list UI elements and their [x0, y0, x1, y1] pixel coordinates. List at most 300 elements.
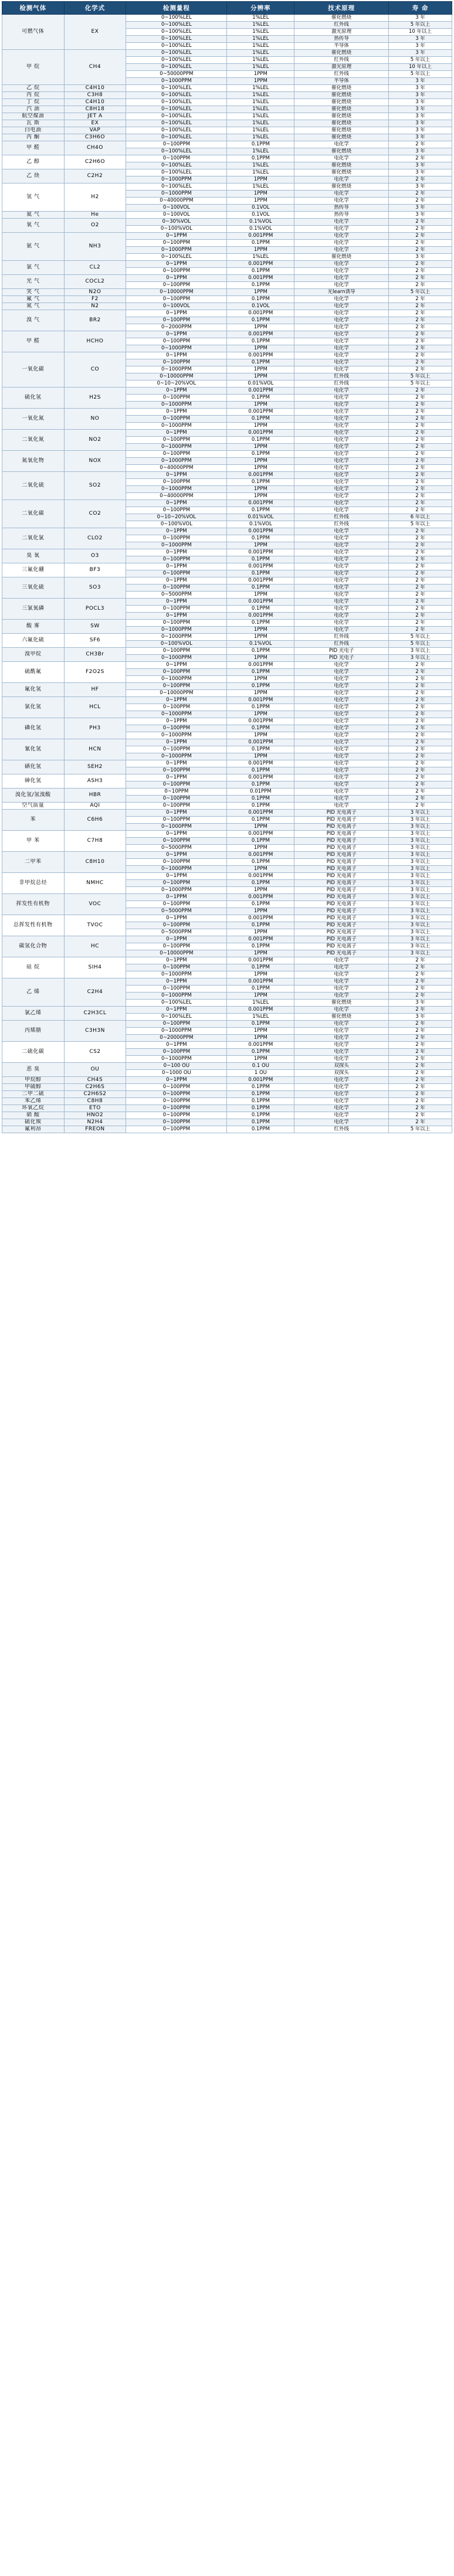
cell-resolution: 1%LEL: [227, 254, 294, 261]
cell-gas-name: 丁 烷: [2, 99, 65, 106]
table-row: [2, 212, 452, 219]
cell-technology: 电化学: [294, 233, 389, 240]
cell-range: 0~100PPM: [126, 1098, 227, 1105]
cell-range: 0~1PPM: [126, 915, 227, 922]
cell-range: 0~100%LEL: [126, 50, 227, 57]
cell-technology: 电化学: [294, 338, 389, 345]
cell-technology: 电化学: [294, 978, 389, 985]
cell-range: 0~100%VOL: [126, 226, 227, 233]
cell-gas-name: 恶 臭: [2, 1063, 65, 1077]
cell-resolution: 0.1PPM: [227, 141, 294, 148]
cell-range: 0~1PPM: [126, 1077, 227, 1084]
cell-technology: 催化燃烧: [294, 15, 389, 22]
cell-resolution: 0.1PPM: [227, 880, 294, 887]
cell-range: 0~100%LEL: [126, 169, 227, 176]
cell-resolution: 1PPM: [227, 198, 294, 205]
cell-range: 0~100%LEL: [126, 1000, 227, 1007]
cell-resolution: 1PPM: [227, 732, 294, 739]
cell-life: 2 年: [389, 176, 452, 183]
cell-technology: 电化学: [294, 486, 389, 493]
cell-range: 0~100PPM: [126, 859, 227, 866]
cell-resolution: 1%LEL: [227, 36, 294, 43]
cell-resolution: 1%LEL: [227, 92, 294, 99]
cell-life: 2 年: [389, 1091, 452, 1098]
cell-resolution: 1PPM: [227, 1028, 294, 1035]
cell-technology: 催化燃烧: [294, 148, 389, 155]
cell-technology: 电化学: [294, 1091, 389, 1098]
cell-gas-name: 甲烷醇: [2, 1077, 65, 1084]
cell-formula: SW: [64, 620, 126, 634]
cell-gas-name: 二氧化碳: [2, 500, 65, 528]
cell-resolution: 0.001PPM: [227, 613, 294, 620]
cell-resolution: 0.001PPM: [227, 760, 294, 767]
table-row: [2, 169, 452, 176]
cell-resolution: 0.1PPM: [227, 901, 294, 908]
cell-technology: 电化学: [294, 1035, 389, 1042]
cell-range: 0~100PPM: [126, 1119, 227, 1126]
cell-formula: F2O2S: [64, 662, 126, 683]
cell-life: 2 年: [389, 402, 452, 409]
cell-life: 2 年: [389, 592, 452, 599]
cell-life: 3 年以上: [389, 950, 452, 957]
cell-formula: O3: [64, 549, 126, 563]
cell-gas-name: 三氧化硫: [2, 577, 65, 599]
table-row: [2, 388, 452, 395]
cell-range: 0~30%VOL: [126, 219, 227, 226]
cell-range: 0~1PPM: [126, 331, 227, 338]
cell-range: 0~100PPM: [126, 781, 227, 789]
cell-gas-name: 氮氧化物: [2, 451, 65, 472]
cell-life: 2 年: [389, 198, 452, 205]
cell-life: 5 年以上: [389, 634, 452, 641]
cell-range: 0~100%VOL: [126, 521, 227, 528]
cell-resolution: 0.1PPM: [227, 296, 294, 303]
cell-range: 0~10~20%VOL: [126, 514, 227, 521]
cell-life: 3 年: [389, 113, 452, 120]
cell-gas-name: 甲 醛: [2, 141, 65, 155]
cell-resolution: 1PPM: [227, 402, 294, 409]
cell-technology: 催化燃烧: [294, 162, 389, 169]
table-row: [2, 528, 452, 535]
cell-technology: 电化学: [294, 789, 389, 796]
cell-formula: C8H18: [64, 106, 126, 113]
cell-life: 2 年: [389, 303, 452, 310]
cell-technology: 电化学: [294, 423, 389, 430]
cell-resolution: 1%LEL: [227, 22, 294, 29]
cell-life: 2 年: [389, 261, 452, 268]
cell-range: 0~100%LEL: [126, 254, 227, 261]
table-row: [2, 873, 452, 880]
cell-resolution: 0.001PPM: [227, 662, 294, 669]
cell-life: 2 年: [389, 606, 452, 613]
cell-life: 2 年: [389, 985, 452, 993]
cell-life: 2 年: [389, 331, 452, 338]
table-row: [2, 739, 452, 746]
cell-gas-name: 砷化氢: [2, 774, 65, 789]
cell-range: 0~100PPM: [126, 1084, 227, 1091]
cell-range: 0~1PPM: [126, 352, 227, 359]
cell-gas-name: 硒化氢: [2, 760, 65, 774]
cell-technology: 催化燃烧: [294, 1014, 389, 1021]
cell-range: 0~100PPM: [126, 240, 227, 247]
cell-gas-name: 三氯氧磷: [2, 599, 65, 620]
cell-range: 0~1000PPM: [126, 655, 227, 662]
cell-formula: NMHC: [64, 873, 126, 894]
table-row: [2, 303, 452, 310]
cell-range: 0~1000PPM: [126, 458, 227, 465]
cell-technology: 催化燃烧: [294, 120, 389, 127]
cell-range: 0~1PPM: [126, 500, 227, 507]
cell-technology: 电化学: [294, 395, 389, 402]
cell-life: 3 年: [389, 36, 452, 43]
table-row: [2, 1063, 452, 1070]
cell-technology: PID 光电离子: [294, 817, 389, 824]
cell-life: 10 年以上: [389, 29, 452, 36]
cell-gas-name: 硫酰氟: [2, 662, 65, 683]
cell-resolution: 1%LEL: [227, 99, 294, 106]
table-row: [2, 1098, 452, 1105]
cell-resolution: 0.001PPM: [227, 978, 294, 985]
cell-technology: PID 光电离子: [294, 873, 389, 880]
cell-technology: 电化学: [294, 1056, 389, 1063]
cell-life: 2 年: [389, 1112, 452, 1119]
cell-life: 2 年: [389, 507, 452, 514]
cell-resolution: 0.1PPM: [227, 1084, 294, 1091]
cell-resolution: 1PPM: [227, 458, 294, 465]
cell-gas-name: 可燃气体: [2, 15, 65, 50]
cell-resolution: 1PPM: [227, 423, 294, 430]
cell-resolution: 1PPM: [227, 71, 294, 78]
cell-resolution: 0.001PPM: [227, 233, 294, 240]
cell-range: 0~100PPM: [126, 985, 227, 993]
cell-formula: N2H4: [64, 1119, 126, 1126]
cell-range: 0~1PPM: [126, 233, 227, 240]
cell-life: 3 年以上: [389, 655, 452, 662]
cell-resolution: 0.1PPM: [227, 669, 294, 676]
cell-life: 2 年: [389, 577, 452, 584]
cell-life: 3 年: [389, 183, 452, 191]
cell-range: 0~1000PPM: [126, 866, 227, 873]
cell-technology: 电化学: [294, 599, 389, 606]
cell-life: 2 年: [389, 760, 452, 767]
cell-technology: 催化燃烧: [294, 92, 389, 99]
table-row: [2, 852, 452, 859]
cell-gas-name: 乙 烷: [2, 85, 65, 92]
cell-life: 3 年以上: [389, 894, 452, 901]
table-row: [2, 599, 452, 606]
cell-range: 0~100%LEL: [126, 57, 227, 64]
cell-technology: 电化学: [294, 359, 389, 366]
cell-range: 0~100%LEL: [126, 92, 227, 99]
cell-life: 2 年: [389, 219, 452, 226]
cell-technology: PID 光电离子: [294, 908, 389, 915]
cell-range: 0~100%LEL: [126, 64, 227, 71]
cell-resolution: 0.001PPM: [227, 739, 294, 746]
cell-gas-name: 挥发性有机物: [2, 894, 65, 915]
cell-life: 2 年: [389, 437, 452, 444]
cell-gas-name: 丙 烷: [2, 92, 65, 99]
cell-gas-name: 一氧化碳: [2, 352, 65, 388]
cell-resolution: 0.001PPM: [227, 915, 294, 922]
cell-technology: 电化学: [294, 479, 389, 486]
cell-formula: CL2: [64, 261, 126, 275]
cell-life: 2 年: [389, 718, 452, 725]
cell-technology: 电化学: [294, 535, 389, 542]
cell-technology: 电化学: [294, 472, 389, 479]
cell-resolution: 0.001PPM: [227, 563, 294, 570]
cell-resolution: 1PPM: [227, 929, 294, 936]
table-row: [2, 120, 452, 127]
table-row: [2, 1021, 452, 1028]
cell-life: 2 年: [389, 444, 452, 451]
cell-range: 0~1PPM: [126, 831, 227, 838]
cell-technology: 电化学: [294, 704, 389, 711]
cell-formula: N2O: [64, 289, 126, 296]
cell-resolution: 0.001PPM: [227, 599, 294, 606]
cell-technology: 电化学: [294, 402, 389, 409]
cell-formula: C3H8: [64, 92, 126, 99]
cell-technology: PID 光电离子: [294, 894, 389, 901]
table-row: [2, 648, 452, 655]
cell-range: 0~100PPM: [126, 416, 227, 423]
cell-life: 3 年: [389, 205, 452, 212]
cell-technology: 电化学: [294, 753, 389, 760]
cell-range: 0~100PPM: [126, 296, 227, 303]
cell-technology: 电化学: [294, 577, 389, 584]
cell-resolution: 0.001PPM: [227, 275, 294, 282]
cell-resolution: 1PPM: [227, 866, 294, 873]
cell-resolution: 0.1PPM: [227, 155, 294, 162]
cell-technology: 电化学: [294, 240, 389, 247]
cell-resolution: 0.1PPM: [227, 282, 294, 289]
cell-technology: PID 光电离子: [294, 901, 389, 908]
cell-range: 0~1PPM: [126, 409, 227, 416]
cell-formula: C2H4: [64, 978, 126, 1007]
cell-resolution: 0.1PPM: [227, 1021, 294, 1028]
cell-gas-name: 氢 气: [2, 183, 65, 212]
cell-resolution: 0.1PPM: [227, 767, 294, 774]
cell-resolution: 0.001PPM: [227, 894, 294, 901]
cell-resolution: 1PPM: [227, 887, 294, 894]
cell-gas-name: 六氟化硫: [2, 634, 65, 648]
cell-gas-name: 苯: [2, 810, 65, 831]
cell-life: 5 年以上: [389, 380, 452, 388]
cell-gas-name: 二氧化氯: [2, 528, 65, 549]
cell-range: 0~100PPM: [126, 922, 227, 929]
cell-life: 2 年: [389, 430, 452, 437]
cell-life: 2 年: [389, 711, 452, 718]
cell-range: 0~100%LEL: [126, 106, 227, 113]
table-row: [2, 233, 452, 240]
cell-life: 2 年: [389, 556, 452, 563]
cell-range: 0~100%LEL: [126, 36, 227, 43]
cell-resolution: 1%LEL: [227, 43, 294, 50]
cell-life: 2 年: [389, 479, 452, 486]
cell-formula: C2H6S2: [64, 1091, 126, 1098]
cell-life: 3 年: [389, 162, 452, 169]
cell-life: 3 年以上: [389, 838, 452, 845]
cell-resolution: 1PPM: [227, 486, 294, 493]
cell-range: 0~100PPM: [126, 767, 227, 774]
cell-formula: SO3: [64, 577, 126, 599]
cell-range: 0~100%VOL: [126, 641, 227, 648]
cell-formula: CLO2: [64, 528, 126, 549]
cell-resolution: 0.001PPM: [227, 873, 294, 880]
cell-range: 0~100PPM: [126, 725, 227, 732]
cell-resolution: 1%LEL: [227, 29, 294, 36]
cell-gas-name: 环氧乙烷: [2, 1105, 65, 1112]
cell-technology: 电化学: [294, 500, 389, 507]
cell-life: 2 年: [389, 226, 452, 233]
cell-life: 2 年: [389, 233, 452, 240]
cell-technology: PID 光电离子: [294, 859, 389, 866]
cell-range: 0~1PPM: [126, 613, 227, 620]
cell-resolution: 1PPM: [227, 345, 294, 352]
cell-range: 0~1PPM: [126, 810, 227, 817]
cell-gas-name: 二甲二硫: [2, 1091, 65, 1098]
cell-resolution: 0.1PPM: [227, 620, 294, 627]
cell-technology: 电化学: [294, 219, 389, 226]
cell-resolution: 0.1%VOL: [227, 641, 294, 648]
cell-formula: H2S: [64, 388, 126, 409]
cell-life: 2 年: [389, 535, 452, 542]
cell-gas-name: 瓦 斯: [2, 120, 65, 127]
table-row: [2, 894, 452, 901]
cell-technology: 电化学: [294, 957, 389, 964]
cell-range: 0~1000PPM: [126, 176, 227, 183]
cell-resolution: 0.001PPM: [227, 697, 294, 704]
cell-life: 2 年: [389, 669, 452, 676]
cell-range: 0~1000PPM: [126, 444, 227, 451]
cell-range: 0~1PPM: [126, 936, 227, 943]
cell-range: 0~1000PPM: [126, 366, 227, 373]
cell-life: 3 年: [389, 148, 452, 155]
cell-life: 3 年: [389, 99, 452, 106]
cell-technology: 电化学: [294, 620, 389, 627]
cell-life: 3 年: [389, 1014, 452, 1021]
cell-range: 0~100PPM: [126, 683, 227, 690]
cell-technology: 电化学: [294, 732, 389, 739]
table-row: [2, 127, 452, 134]
cell-resolution: 0.1PPM: [227, 570, 294, 577]
cell-life: 2 年: [389, 451, 452, 458]
cell-life: 2 年: [389, 388, 452, 395]
cell-gas-name: 乙 炔: [2, 169, 65, 183]
cell-gas-name: 丙烯腈: [2, 1021, 65, 1042]
cell-technology: 电化学: [294, 1007, 389, 1014]
cell-technology: 电化学: [294, 746, 389, 753]
cell-life: 3 年以上: [389, 922, 452, 929]
cell-technology: 电化学: [294, 606, 389, 613]
cell-resolution: 1PPM: [227, 289, 294, 296]
cell-gas-name: 总挥发性有机物: [2, 915, 65, 936]
cell-technology: 电化学: [294, 191, 389, 198]
cell-gas-name: 空气质量: [2, 803, 65, 810]
cell-resolution: 1PPM: [227, 444, 294, 451]
cell-resolution: 1PPM: [227, 824, 294, 831]
cell-range: 0~100PPM: [126, 395, 227, 402]
cell-technology: 热传导: [294, 205, 389, 212]
cell-range: 0~100%LEL: [126, 99, 227, 106]
cell-technology: 电化学: [294, 416, 389, 423]
cell-technology: 催化燃烧: [294, 99, 389, 106]
cell-life: 2 年: [389, 324, 452, 331]
cell-technology: 电化学: [294, 570, 389, 577]
table-row: [2, 1007, 452, 1014]
cell-gas-name: 磷化氢: [2, 718, 65, 739]
cell-life: 2 年: [389, 317, 452, 324]
cell-technology: 电化学: [294, 774, 389, 781]
cell-range: 0~1000PPM: [126, 486, 227, 493]
table-row: [2, 296, 452, 303]
cell-technology: 红外线: [294, 514, 389, 521]
cell-formula: CH4O: [64, 141, 126, 155]
cell-technology: 催化燃烧: [294, 127, 389, 134]
cell-resolution: 0.001PPM: [227, 261, 294, 268]
cell-gas-name: 甲 苯: [2, 831, 65, 852]
table-row: [2, 936, 452, 943]
cell-range: 0~1PPM: [126, 599, 227, 606]
table-row: [2, 1119, 452, 1126]
cell-range: 0~100PPM: [126, 1091, 227, 1098]
cell-resolution: 0.001PPM: [227, 957, 294, 964]
cell-resolution: 1PPM: [227, 247, 294, 254]
cell-range: 0~1PPM: [126, 1042, 227, 1049]
cell-technology: 电化学: [294, 1021, 389, 1028]
cell-resolution: 0.001PPM: [227, 718, 294, 725]
cell-life: 5 年以上: [389, 521, 452, 528]
cell-life: 5 年以上: [389, 71, 452, 78]
cell-life: 3 年以上: [389, 936, 452, 943]
cell-range: 0~1PPM: [126, 528, 227, 535]
table-row: [2, 275, 452, 282]
cell-resolution: 1PPM: [227, 753, 294, 760]
cell-life: 2 年: [389, 1028, 452, 1035]
cell-resolution: 1PPM: [227, 465, 294, 472]
cell-life: 3 年: [389, 254, 452, 261]
cell-resolution: 0.1PPM: [227, 317, 294, 324]
cell-formula: POCL3: [64, 599, 126, 620]
cell-life: 3 年以上: [389, 824, 452, 831]
cell-gas-name: 丙 酮: [2, 134, 65, 141]
cell-formula: C6H6: [64, 810, 126, 831]
cell-life: 3 年: [389, 50, 452, 57]
cell-technology: 电化学: [294, 563, 389, 570]
cell-life: 2 年: [389, 1035, 452, 1042]
cell-resolution: 1%LEL: [227, 64, 294, 71]
cell-technology: 电化学: [294, 711, 389, 718]
table-row: [2, 718, 452, 725]
cell-technology: 电化学: [294, 796, 389, 803]
cell-technology: 催化燃烧: [294, 169, 389, 176]
cell-gas-name: 氟 气: [2, 296, 65, 303]
cell-resolution: 1%LEL: [227, 85, 294, 92]
cell-range: 0~100PPM: [126, 437, 227, 444]
cell-life: 2 年: [389, 528, 452, 535]
cell-gas-name: 氨 气: [2, 233, 65, 261]
cell-resolution: 0.01%VOL: [227, 514, 294, 521]
cell-range: 0~1000PPM: [126, 634, 227, 641]
cell-resolution: 1PPM: [227, 1035, 294, 1042]
cell-range: 0~100PPM: [126, 1105, 227, 1112]
cell-formula: C4H10: [64, 85, 126, 92]
cell-formula: O2: [64, 219, 126, 233]
cell-life: 3 年以上: [389, 915, 452, 922]
cell-range: 0~1000PPM: [126, 247, 227, 254]
cell-resolution: 0.001PPM: [227, 528, 294, 535]
cell-life: 3 年以上: [389, 648, 452, 655]
cell-life: 3 年: [389, 43, 452, 50]
